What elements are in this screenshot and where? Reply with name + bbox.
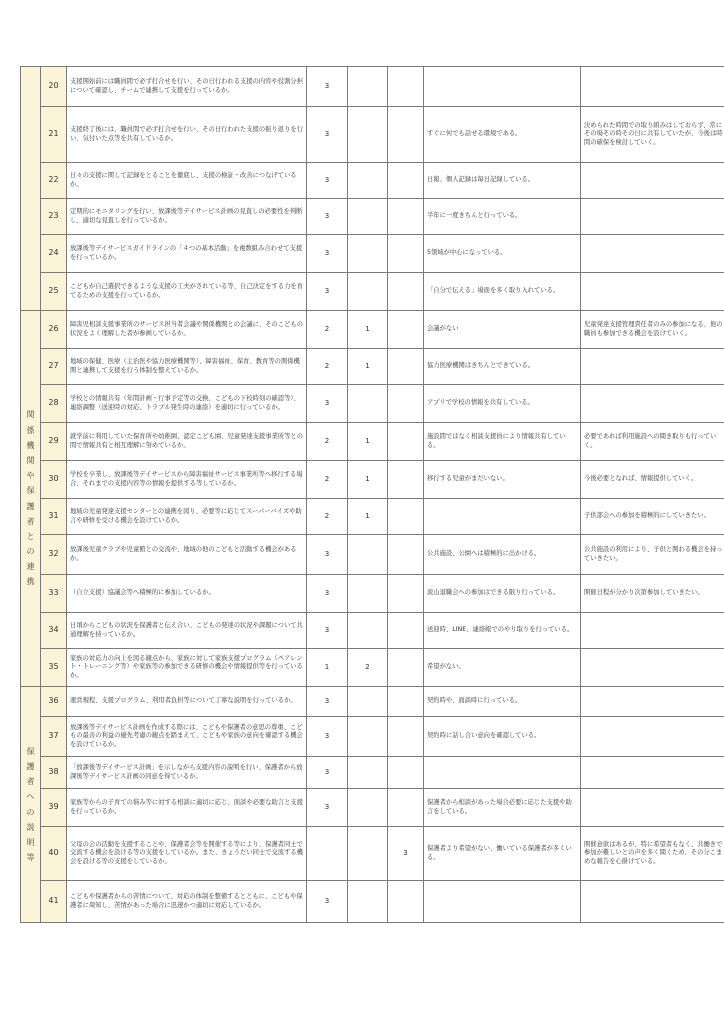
status-note: 流山退職会への参加はできる限り行っている。 — [424, 575, 581, 613]
row-number: 35 — [41, 649, 67, 687]
rating-partial — [348, 235, 388, 273]
table-row — [21, 535, 724, 575]
improvement-note: 子供部会への参加を積極的にしていきたい。 — [581, 499, 724, 535]
status-note: 希望がない。 — [424, 649, 581, 687]
rating-partial — [348, 827, 388, 881]
status-note: 保護者より希望がない、働いている保護者が多くいる。 — [424, 827, 581, 881]
table-row — [21, 499, 724, 535]
rating-partial — [348, 67, 388, 107]
improvement-note — [581, 789, 724, 827]
status-note: 協力医療機関はきちんとできている。 — [424, 349, 581, 385]
rating-partial — [348, 717, 388, 757]
table-row — [21, 789, 724, 827]
status-note: 契約時や、面談時に行っている。 — [424, 687, 581, 717]
rating-partial: 1 — [348, 349, 388, 385]
improvement-note: 公共施設の利用により、子供と関わる機会を持っていきたい。 — [581, 535, 724, 575]
improvement-note: 必要であれば利用施設への聞き取りも行っていく。 — [581, 423, 724, 461]
improvement-note — [581, 649, 724, 687]
status-note: 会議がない — [424, 311, 581, 349]
table-row — [21, 311, 724, 349]
status-note: 「自分で伝える」場面を多く取り入れている。 — [424, 273, 581, 311]
row-number: 28 — [41, 385, 67, 423]
rating-partial — [348, 199, 388, 235]
rating-no — [388, 385, 424, 423]
status-note — [424, 67, 581, 107]
row-number: 26 — [41, 311, 67, 349]
status-note: すぐに何でも話せる環境である。 — [424, 107, 581, 163]
question-text: 支援終了後には、職員間で必ず打合せを行い、その日行われた支援の振り返りを行い、気付いた点等を共有しているか。 — [67, 107, 307, 163]
status-note: 施設間ではなく相談支援員により情報共有している。 — [424, 423, 581, 461]
table-row — [21, 717, 724, 757]
question-text: こどもや保護者からの苦情について、対応の体制を整備するとともに、こどもや保護者に周知し、苦情があった場合に迅速かつ適切に対応しているか。 — [67, 881, 307, 923]
rating-yes: 3 — [307, 235, 348, 273]
rating-yes — [307, 827, 348, 881]
row-number: 32 — [41, 535, 67, 575]
improvement-note: 開催日程が分かり次第参加していきたい。 — [581, 575, 724, 613]
rating-partial — [348, 687, 388, 717]
rating-yes: 1 — [307, 649, 348, 687]
table-row — [21, 163, 724, 199]
improvement-note — [581, 163, 724, 199]
row-number: 21 — [41, 107, 67, 163]
row-number: 20 — [41, 67, 67, 107]
rating-yes: 3 — [307, 687, 348, 717]
rating-yes: 2 — [307, 349, 348, 385]
row-number: 29 — [41, 423, 67, 461]
table-row — [21, 757, 724, 789]
question-text: 運営規程、支援プログラム、利用者負担等について丁寧な説明を行っているか。 — [67, 687, 307, 717]
row-number: 27 — [41, 349, 67, 385]
question-text: 家族の対応力の向上を図る観点から、家族に対して家族支援プログラム（ペアレント・トレーニング等）や家族等の参加できる研修の機会や情報提供等を行っているか。 — [67, 649, 307, 687]
rating-no — [388, 423, 424, 461]
improvement-note — [581, 273, 724, 311]
rating-yes: 3 — [307, 757, 348, 789]
improvement-note: 決められた時間での取り組みはしておらず、常にその場その時その日に共有していたが、今後は時間の確保を検討していく。 — [581, 107, 724, 163]
rating-partial: 1 — [348, 461, 388, 499]
table-row — [21, 613, 724, 649]
improvement-note — [581, 199, 724, 235]
rating-no — [388, 461, 424, 499]
table-row — [21, 461, 724, 499]
status-note — [424, 881, 581, 923]
improvement-note — [581, 757, 724, 789]
category-setsumei — [21, 687, 41, 923]
table-row — [21, 385, 724, 423]
row-number: 40 — [41, 827, 67, 881]
question-text: 障害児相談支援事業所のサービス担当者会議や関係機関との会議に、そのこどもの状況をよく理解した者が参画しているか。 — [67, 311, 307, 349]
rating-yes: 3 — [307, 199, 348, 235]
row-number: 22 — [41, 163, 67, 199]
table-row — [21, 687, 724, 717]
rating-no — [388, 67, 424, 107]
rating-partial — [348, 385, 388, 423]
rating-partial: 1 — [348, 423, 388, 461]
rating-yes: 3 — [307, 881, 348, 923]
question-text: 「放課後等デイサービス計画」を示しながら支援内容の説明を行い、保護者から放課後等デイサービス計画の同意を得ているか。 — [67, 757, 307, 789]
row-number: 24 — [41, 235, 67, 273]
rating-partial — [348, 163, 388, 199]
rating-no — [388, 311, 424, 349]
row-number: 37 — [41, 717, 67, 757]
status-note: 公共施設、公園へは積極的に出かける。 — [424, 535, 581, 575]
table-row — [21, 107, 724, 163]
rating-no — [388, 273, 424, 311]
status-note: 半年に一度きちんと行っている。 — [424, 199, 581, 235]
improvement-note — [581, 687, 724, 717]
table-row — [21, 273, 724, 311]
table-row — [21, 575, 724, 613]
improvement-note: 開催意欲はあるが、特に希望者もなく、共働きで参加が難しいとの声を多く聞くため、その分こまめな報告を心掛けている。 — [581, 827, 724, 881]
rating-no — [388, 535, 424, 575]
row-number: 41 — [41, 881, 67, 923]
status-note: 契約時に話し合い意向を確認している。 — [424, 717, 581, 757]
improvement-note — [581, 67, 724, 107]
rating-partial: 1 — [348, 311, 388, 349]
row-number: 25 — [41, 273, 67, 311]
category-cell — [21, 67, 41, 311]
rating-no — [388, 575, 424, 613]
category-kankei — [21, 311, 41, 687]
table-row — [21, 199, 724, 235]
improvement-note — [581, 613, 724, 649]
question-text: 放課後等デイサービスガイドラインの「４つの基本活動」を複数組み合わせて支援を行っているか。 — [67, 235, 307, 273]
question-text: 地域の児童発達支援センターとの連携を図り、必要等に応じてスーパーバイズや助言や研修を受ける機会を設けているか。 — [67, 499, 307, 535]
rating-yes: 3 — [307, 717, 348, 757]
row-number: 38 — [41, 757, 67, 789]
question-text: 放課後児童クラブや児童館との交流や、地域の他のこどもと活動する機会があるか。 — [67, 535, 307, 575]
table-row — [21, 881, 724, 923]
row-number: 23 — [41, 199, 67, 235]
rating-yes: 2 — [307, 423, 348, 461]
table-row — [21, 67, 724, 107]
rating-yes: 3 — [307, 67, 348, 107]
table-row — [21, 649, 724, 687]
rating-yes: 3 — [307, 789, 348, 827]
question-text: 学校との情報共有（年間計画・行事予定等の交換、こどもの下校時刻の確認等）、連絡調整（送迎時の対応、トラブル発生時の連絡）を適切に行っているか。 — [67, 385, 307, 423]
question-text: 学校を卒業し、放課後等デイサービスから障害福祉サービス事業所等へ移行する場合、それまでの支援内容等の情報を提供する等しているか。 — [67, 461, 307, 499]
question-text: 放課後等デイサービス計画を作成する際には、こどもや保護者の意思の尊重、こどもの最善の利益の優先考慮の観点を踏まえて、こどもや家族の意向を確認する機会を設けているか。 — [67, 717, 307, 757]
improvement-note — [581, 235, 724, 273]
category-label: 保護者への説明等 — [26, 746, 35, 863]
improvement-note — [581, 717, 724, 757]
rating-partial — [348, 535, 388, 575]
row-number: 39 — [41, 789, 67, 827]
rating-partial — [348, 613, 388, 649]
rating-no — [388, 199, 424, 235]
rating-partial — [348, 881, 388, 923]
category-label: 関係機関や保護者との連携 — [26, 410, 35, 587]
rating-yes: 3 — [307, 575, 348, 613]
rating-yes: 3 — [307, 273, 348, 311]
status-note: 移行する児童がまだいない。 — [424, 461, 581, 499]
status-note: 日報、個人記録は毎日記録している。 — [424, 163, 581, 199]
rating-partial — [348, 789, 388, 827]
rating-partial — [348, 107, 388, 163]
rating-no — [388, 163, 424, 199]
rating-no — [388, 687, 424, 717]
rating-yes: 3 — [307, 613, 348, 649]
rating-no: 3 — [388, 827, 424, 881]
rating-no — [388, 349, 424, 385]
row-number: 34 — [41, 613, 67, 649]
question-text: （自立支援）協議会等へ積極的に参加しているか。 — [67, 575, 307, 613]
rating-yes: 3 — [307, 535, 348, 575]
row-number: 30 — [41, 461, 67, 499]
evaluation-table — [20, 66, 724, 923]
rating-yes: 3 — [307, 163, 348, 199]
rating-partial — [348, 757, 388, 789]
improvement-note — [581, 349, 724, 385]
rating-no — [388, 613, 424, 649]
rating-yes: 3 — [307, 107, 348, 163]
rating-partial — [348, 273, 388, 311]
question-text: 日々の支援に関して記録をとることを徹底し、支援の検証・改善につなげているか。 — [67, 163, 307, 199]
improvement-note — [581, 881, 724, 923]
question-text: 就学前に利用していた保育所や幼稚園、認定こども園、児童発達支援事業所等との間で情報共有と相互理解に努めているか。 — [67, 423, 307, 461]
row-number: 33 — [41, 575, 67, 613]
rating-yes: 3 — [307, 385, 348, 423]
question-text: 支援開始前には職員間で必ず打合せを行い、その日行われる支援の内容や役割分担について確認し、チームで連携して支援を行っているか。 — [67, 67, 307, 107]
table-row — [21, 827, 724, 881]
rating-no — [388, 649, 424, 687]
rating-no — [388, 235, 424, 273]
row-number: 36 — [41, 687, 67, 717]
row-number: 31 — [41, 499, 67, 535]
status-note: 送迎時、LINE、連絡帳でのやり取りを行っている。 — [424, 613, 581, 649]
question-text: 父母の会の活動を支援することや、保護者会等を開催する等により、保護者同士で交流する機会を設ける等の支援をしているか。また、きょうだい同士で交流する機会を設ける等の支援をしているか。 — [67, 827, 307, 881]
rating-no — [388, 881, 424, 923]
status-note: 保護者から相談があった場合必要に応じた支援や助言をしている。 — [424, 789, 581, 827]
rating-no — [388, 789, 424, 827]
question-text: 地域の保健、医療（主治医や協力医療機関等）、障害福祉、保育、教育等の関係機関と連携して支援を行う体制を整えているか。 — [67, 349, 307, 385]
question-text: 定期的にモニタリングを行い、放課後等デイサービス計画の見直しの必要性を判断し、適切な見直しを行っているか。 — [67, 199, 307, 235]
rating-no — [388, 717, 424, 757]
status-note: 5領域が中心になっている。 — [424, 235, 581, 273]
status-note — [424, 499, 581, 535]
rating-yes: 2 — [307, 499, 348, 535]
rating-no — [388, 499, 424, 535]
question-text: こどもが自己選択できるような支援の工夫がされている等、自己決定をする力を育てるための支援を行っているか。 — [67, 273, 307, 311]
table-body — [21, 67, 724, 923]
table-row — [21, 349, 724, 385]
status-note — [424, 757, 581, 789]
rating-yes: 2 — [307, 461, 348, 499]
improvement-note — [581, 385, 724, 423]
question-text: 日頃からこどもの状況を保護者と伝え合い、こどもの発達の状況や課題について共通理解を持っているか。 — [67, 613, 307, 649]
improvement-note: 今後必要となれば、情報提供していく。 — [581, 461, 724, 499]
rating-no — [388, 757, 424, 789]
rating-partial — [348, 575, 388, 613]
rating-yes: 2 — [307, 311, 348, 349]
rating-no — [388, 107, 424, 163]
table-row — [21, 235, 724, 273]
table-row — [21, 423, 724, 461]
question-text: 家族等からの子育ての悩み等に対する相談に適切に応じ、面談や必要な助言と支援を行っているか。 — [67, 789, 307, 827]
status-note: アプリで学校の情報を共有している。 — [424, 385, 581, 423]
rating-partial: 2 — [348, 649, 388, 687]
improvement-note: 児童発達支援管理責任者のみの参加になる、他の職員も参加できる機会を設けていく。 — [581, 311, 724, 349]
rating-partial: 1 — [348, 499, 388, 535]
